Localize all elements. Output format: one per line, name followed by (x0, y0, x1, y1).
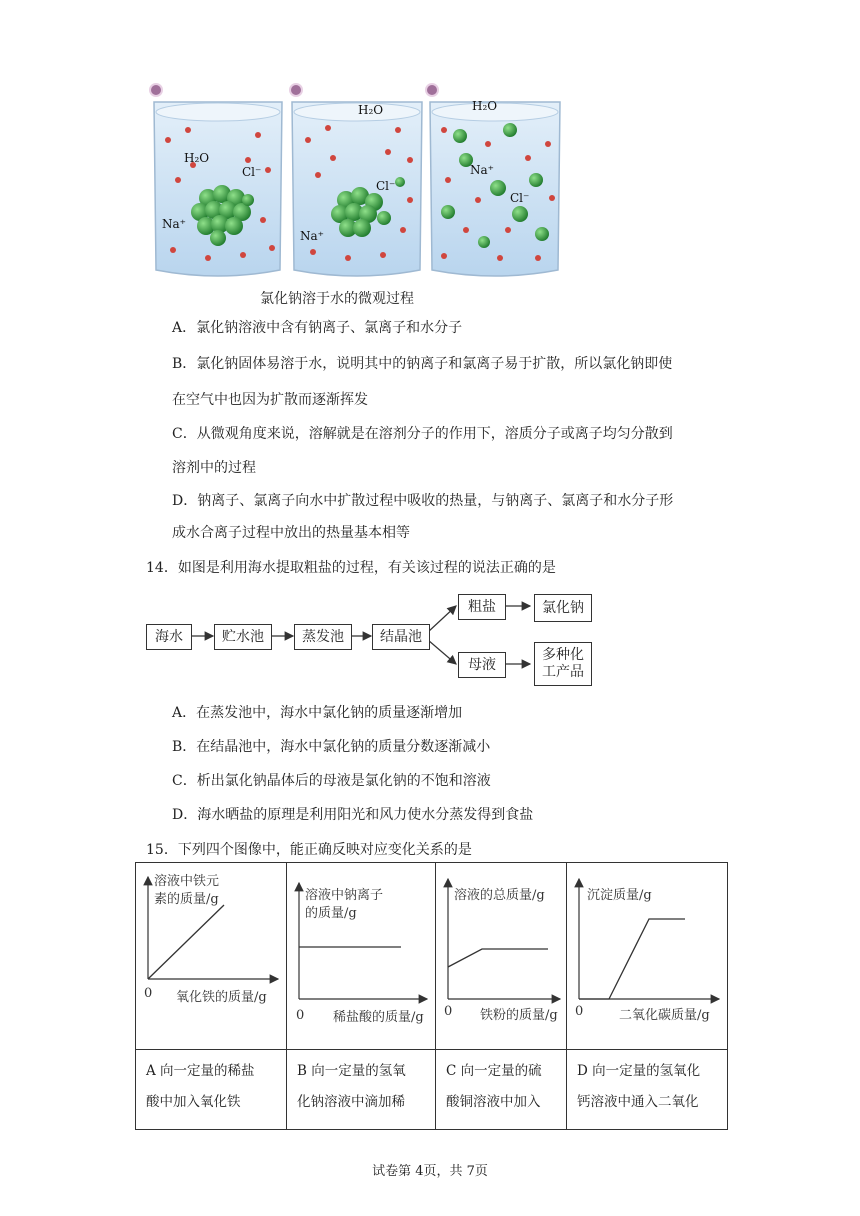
flow-box-sodium-chloride: 氯化钠 (534, 594, 592, 622)
q15-graph-table (135, 862, 728, 1130)
flow-box-mother-liquor: 母液 (458, 652, 506, 678)
graph-a-line (148, 905, 224, 979)
q15-stem: 15．下列四个图像中，能正确反映对应变化关系的是 (146, 842, 472, 858)
graph-b-ylabel-2: 的质量/g (305, 906, 357, 921)
graph-caption-c-line2: 酸铜溶液中加入 (446, 1094, 541, 1110)
figure-marker-dot (426, 84, 438, 96)
graph-b-origin: 0 (296, 1008, 305, 1023)
graph-caption-a (136, 1050, 287, 1130)
graph-caption-a-line2: 酸中加入氧化铁 (146, 1094, 241, 1110)
flow-box-crystallization-pond: 结晶池 (372, 624, 430, 650)
graph-b-ylabel-1: 溶液中钠离子 (305, 888, 384, 903)
graph-a-ylabel-2: 素的质量/g (154, 892, 219, 907)
graph-b (287, 863, 435, 1045)
graph-a-ylabel-1: 溶液中铁元 (154, 874, 220, 889)
graph-caption-b-line2: 化钠溶液中滴加稀 (297, 1094, 405, 1110)
graph-c-ylabel-1: 溶液的总质量/g (454, 888, 545, 903)
figure-marker-dot (150, 84, 162, 96)
graph-d (567, 863, 727, 1045)
flow-box-chemical-products (534, 642, 592, 686)
q13-option-c-line1: C．从微观角度来说，溶解就是在溶剂分子的作用下，溶质分子或离子均匀分散到 (172, 426, 673, 442)
figure-caption: 氯化钠溶于水的微观过程 (260, 291, 414, 307)
q14-option-c: C．析出氯化钠晶体后的母液是氯化钠的不饱和溶液 (172, 773, 491, 789)
graph-d-xlabel: 二氧化碳质量/g (619, 1008, 710, 1023)
flow-box-seawater: 海水 (146, 624, 192, 650)
graph-cell-d (567, 863, 728, 1050)
q13-option-d-line1: D．钠离子、氯离子向水中扩散过程中吸收的热量，与钠离子、氯离子和水分子形 (172, 493, 674, 509)
graph-caption-b-line1: B 向一定量的氢氧 (297, 1063, 406, 1079)
q14-option-b: B．在结晶池中，海水中氯化钠的质量分数逐渐减小 (172, 739, 491, 755)
q13-option-c-line2: 溶剂中的过程 (172, 460, 256, 476)
graph-d-line (579, 919, 685, 999)
label-na: Na⁺ (470, 163, 494, 177)
page-footer: 试卷第 4页，共 7页 (372, 1164, 488, 1179)
graph-a-xlabel: 氧化铁的质量/g (176, 990, 267, 1005)
graph-cell-a (136, 863, 287, 1050)
graph-a (136, 863, 286, 1045)
q13-option-d-line2: 成水合离子过程中放出的热量基本相等 (172, 525, 410, 541)
graph-d-origin: 0 (575, 1004, 584, 1019)
flow-box-crude-salt: 粗盐 (458, 594, 506, 620)
label-na: Na⁺ (300, 229, 324, 243)
label-h2o: H₂O (358, 103, 384, 117)
graph-c-origin: 0 (444, 1004, 453, 1019)
q14-stem: 14．如图是利用海水提取粗盐的过程，有关该过程的说法正确的是 (146, 560, 556, 576)
beaker-3 (430, 99, 560, 276)
graph-b-xlabel: 稀盐酸的质量/g (333, 1010, 424, 1025)
q13-option-b-line2: 在空气中也因为扩散而逐渐挥发 (172, 392, 368, 408)
graph-caption-c-line1: C 向一定量的硫 (446, 1063, 542, 1079)
label-cl: Cl⁻ (242, 165, 262, 179)
graph-caption-d-line1: D 向一定量的氢氧化 (577, 1063, 701, 1079)
graph-caption-b (287, 1050, 436, 1130)
graph-caption-a-line1: A 向一定量的稀盐 (146, 1063, 255, 1079)
products-label-line2: 工产品 (542, 664, 584, 680)
graph-c-xlabel: 铁粉的质量/g (480, 1008, 558, 1023)
graph-a-origin: 0 (144, 986, 153, 1001)
nacl-dissolution-illustration (148, 80, 568, 288)
graph-caption-d (567, 1050, 728, 1130)
graph-cell-c (436, 863, 567, 1050)
q13-option-a: A．氯化钠溶液中含有钠离子、氯离子和水分子 (172, 320, 463, 336)
beaker-2 (292, 102, 422, 276)
graph-c-line (448, 949, 548, 967)
q14-option-d: D．海水晒盐的原理是利用阳光和风力使水分蒸发得到食盐 (172, 807, 534, 823)
label-na: Na⁺ (162, 217, 186, 231)
q13-option-b-line1: B．氯化钠固体易溶于水，说明其中的钠离子和氯离子易于扩散，所以氯化钠即使 (172, 356, 673, 372)
graph-d-ylabel-1: 沉淀质量/g (587, 888, 652, 903)
flow-box-reservoir: 贮水池 (214, 624, 272, 650)
graph-c (436, 863, 566, 1045)
products-label-line1: 多种化 (542, 647, 584, 663)
graph-cell-b (287, 863, 436, 1050)
beaker-1 (154, 102, 282, 276)
figure-marker-dot (290, 84, 302, 96)
graph-caption-c (436, 1050, 567, 1130)
label-h2o: H₂O (184, 151, 210, 165)
label-cl: Cl⁻ (510, 191, 530, 205)
flow-box-evaporation-pond: 蒸发池 (294, 624, 352, 650)
label-h2o: H₂O (472, 99, 498, 113)
label-cl: Cl⁻ (376, 179, 396, 193)
q14-option-a: A．在蒸发池中，海水中氯化钠的质量逐渐增加 (172, 705, 463, 721)
graph-caption-d-line2: 钙溶液中通入二氧化 (577, 1094, 699, 1110)
